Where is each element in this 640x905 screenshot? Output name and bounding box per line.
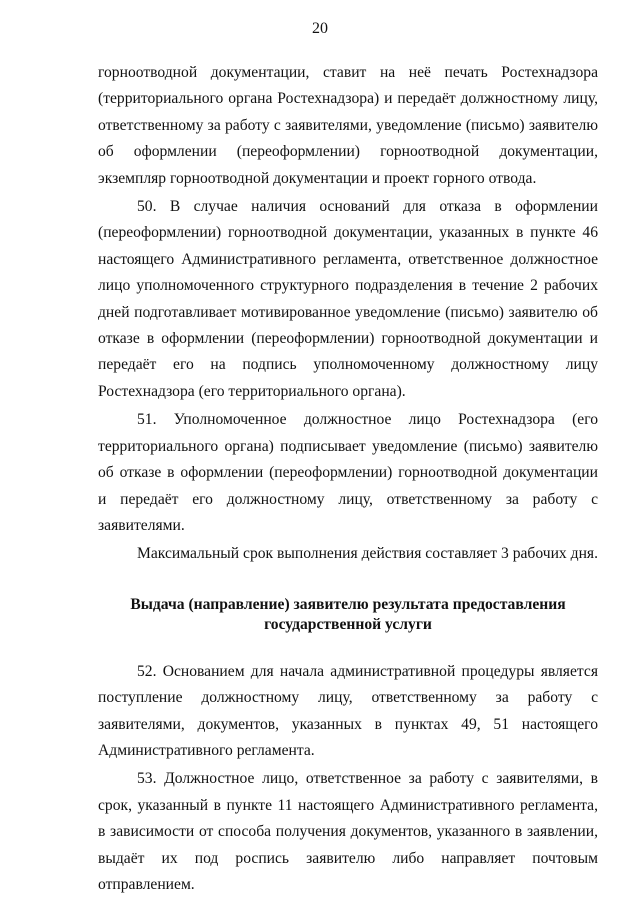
paragraph-52: 52. Основанием для начала административной процедуры является поступление должностному лицу, ответственному за работу с заявителями, документов, указанных в пунктах 49, 51 настоящего Административного регламента. — [98, 662, 598, 759]
paragraph-53: 53. Должностное лицо, ответственное за работу с заявителями, в срок, указанный в пункте 11 настоящего Административного регламента, в зависимости от способа получения документов, указанного в заявлении, выдаёт их под роспись заявителю либо направляет почтовым отправлением. — [98, 770, 598, 893]
paragraph-50: 50. В случае наличия оснований для отказа в оформлении (переоформлении) горноотводной документации, указанных в пункте 46 настоящего Административного регламента, ответственное должностное лицо уполномоченного структурного подразделения в течение 2 рабочих дней подготавливает мотивированное уведомление (письмо) заявителю об отказе в оформлении (переоформлении) горноотводной документации и передаёт его на подпись уполномоченному должностному лицу Ростехнадзора (его территориального органа). — [98, 198, 598, 400]
paragraph-51: 51. Уполномоченное должностное лицо Ростехнадзора (его территориального органа) подписывает уведомление (письмо) заявителю об отказе в оформлении (переоформлении) горноотводной документации и передаёт его должностному лицу, ответственному за работу с заявителями. — [98, 411, 598, 534]
section-heading-line-1: Выдача (направление) заявителю результата предоставления — [130, 595, 566, 613]
section-heading-line-2: государственной услуги — [264, 615, 432, 633]
section-heading — [98, 595, 598, 635]
paragraph-max-term: Максимальный срок выполнения действия составляет 3 рабочих дня. — [137, 545, 598, 563]
page-content — [98, 60, 598, 898]
page-number: 20 — [312, 20, 328, 37]
paragraph-continuation: горноотводной документации, ставит на неё печать Ростехнадзора (территориального органа Ростехнадзора) и передаёт должностному лицу, ответственному за работу с заявителями, уведомление (письмо) заявителю об оформлении (переоформлении) горноотводной документации, экземпляр горноотводной документации и проект горного отвода. — [98, 64, 598, 187]
